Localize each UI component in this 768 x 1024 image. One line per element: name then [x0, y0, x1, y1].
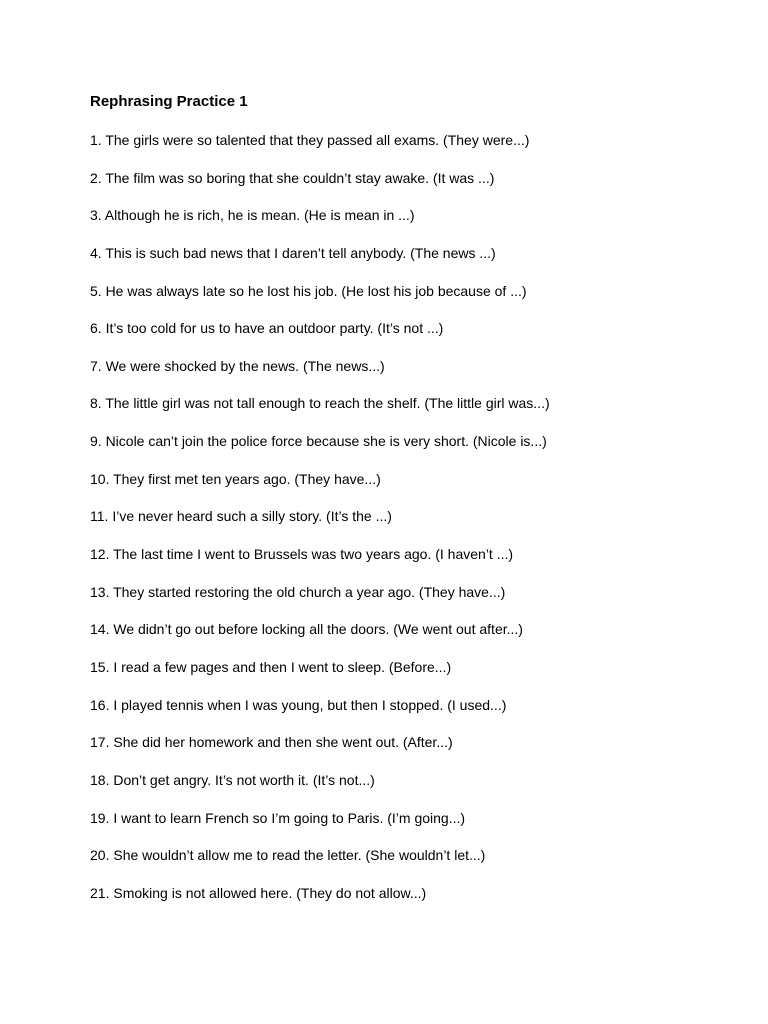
exercise-item: 9. Nicole can’t join the police force because she is very short. (Nicole is...) — [90, 433, 547, 450]
exercise-item: 3. Although he is rich, he is mean. (He is mean in ...) — [90, 207, 415, 224]
exercise-item: 2. The film was so boring that she couldn’t stay awake. (It was ...) — [90, 169, 495, 186]
exercise-item: 11. I’ve never heard such a silly story. (It’s the ...) — [90, 508, 392, 525]
exercise-item: 8. The little girl was not tall enough to reach the shelf. (The little girl was...) — [90, 395, 550, 412]
exercise-item: 17. She did her homework and then she went out. (After...) — [90, 734, 453, 751]
exercise-item: 5. He was always late so he lost his job. (He lost his job because of ...) — [90, 282, 527, 299]
exercise-item: 6. It’s too cold for us to have an outdoor party. (It’s not ...) — [90, 320, 444, 337]
exercise-list — [90, 130, 550, 920]
exercise-item: 20. She wouldn’t allow me to read the letter. (She wouldn’t let...) — [90, 847, 486, 864]
page-title: Rephrasing Practice 1 — [90, 93, 248, 110]
exercise-item: 18. Don’t get angry. It’s not worth it. (It’s not...) — [90, 771, 375, 788]
exercise-item: 13. They started restoring the old church a year ago. (They have...) — [90, 583, 506, 600]
exercise-item: 7. We were shocked by the news. (The news...) — [90, 357, 385, 374]
exercise-item: 15. I read a few pages and then I went to sleep. (Before...) — [90, 658, 452, 675]
exercise-item: 12. The last time I went to Brussels was two years ago. (I haven’t ...) — [90, 546, 514, 563]
exercise-item: 1. The girls were so talented that they passed all exams. (They were...) — [90, 132, 530, 148]
exercise-item: 14. We didn’t go out before locking all the doors. (We went out after...) — [90, 621, 523, 638]
exercise-item: 21. Smoking is not allowed here. (They do not allow...) — [90, 884, 427, 901]
exercise-item: 10. They first met ten years ago. (They have...) — [90, 470, 381, 487]
exercise-item: 16. I played tennis when I was young, but then I stopped. (I used...) — [90, 696, 507, 713]
exercise-item: 19. I want to learn French so I’m going to Paris. (I’m going...) — [90, 809, 466, 826]
exercise-item: 4. This is such bad news that I daren’t tell anybody. (The news ...) — [90, 244, 496, 261]
